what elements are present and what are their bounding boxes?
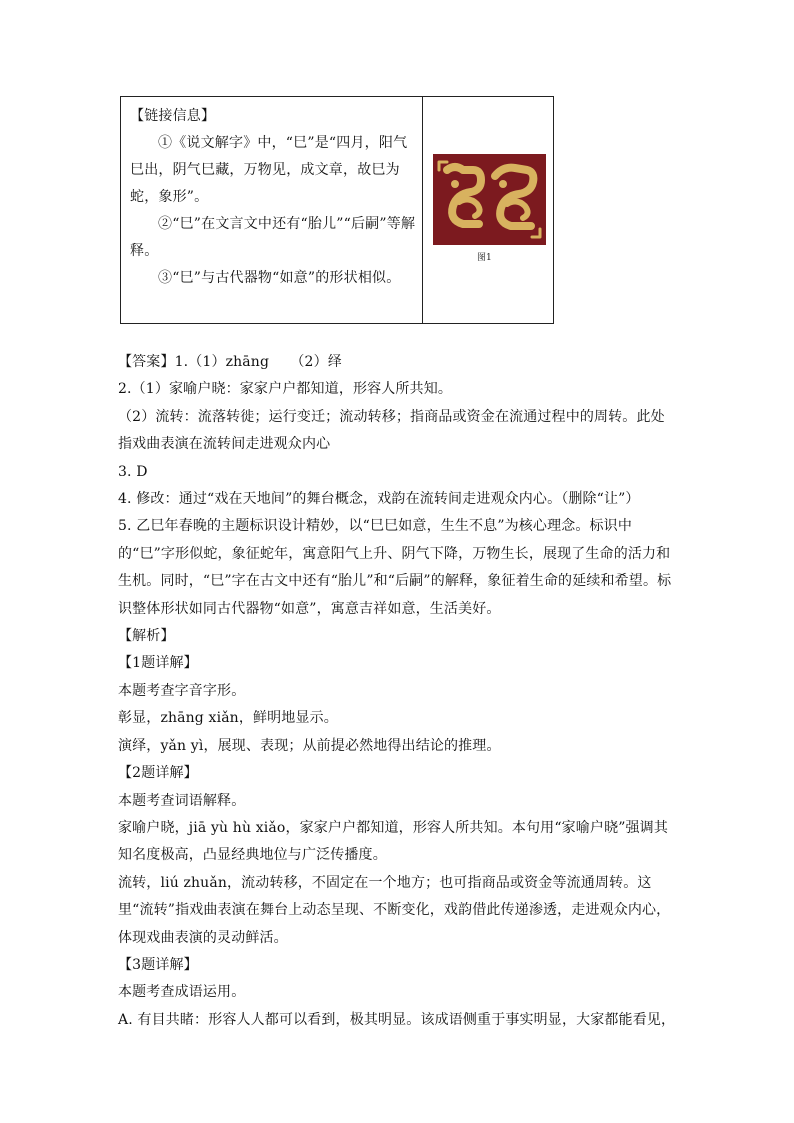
q2-line-3: 流转，liú zhuǎn，流动转移，不固定在一个地方；也可指商品或资金等流通周转。这里“流转”指戏曲表演在舞台上动态呈现、不断变化，戏韵借此传递渗透，走进观众内心，体现戏曲表演的灵动鲜活。	[118, 874, 671, 946]
q1-line-2: 彰显，zhāng xiǎn，鲜明地显示。	[118, 710, 338, 727]
link-info-item-2: ②“巳”在文言文中还有“胎儿”“后嗣”等解释。	[130, 216, 416, 259]
q1-line-3: 演绎，yǎn yì，展现、表现；从前提必然地得出结论的推理。	[118, 737, 501, 754]
answer-line-4: 3. D	[118, 463, 148, 480]
answer-line-1: 【答案】1.（1）zhāng （2）绎	[118, 354, 342, 370]
q2-header: 【2题详解】	[118, 765, 198, 782]
figure-caption: 图1	[477, 253, 492, 263]
answer-analysis-content	[118, 349, 678, 1034]
table-divider	[422, 97, 423, 323]
ruyi-emblem-icon	[433, 154, 546, 245]
q1-line-1: 本题考查字音字形。	[118, 682, 246, 699]
q3-line-2: A. 有目共睹：形容人人都可以看到，极其明显。该成语侧重于事实明显，大家都能看见，	[118, 1011, 676, 1028]
link-info-text	[130, 103, 416, 292]
answer-line-2: 2.（1）家喻户晓：家家户户都知道，形容人所共知。	[118, 381, 453, 398]
answer-line-5: 4. 修改：通过“戏在天地间”的舞台概念，戏韵在流转间走进观众内心。（删除“让”）	[118, 491, 640, 508]
analysis-header: 【解析】	[118, 628, 175, 645]
link-info-item-1: ①《说文解字》中，“巳”是“四月，阳气巳出，阴气巳藏，万物见，成文章，故巳为蛇，象形”。	[130, 135, 408, 205]
q2-line-1: 本题考查词语解释。	[118, 792, 246, 809]
link-info-table	[120, 96, 554, 324]
q1-header: 【1题详解】	[118, 655, 198, 672]
answer-line-3: （2）流转：流落转徙；运行变迁；流动转移；指商品或资金在流通过程中的周转。此处指戏曲表演在流转间走进观众内心	[118, 408, 665, 453]
q2-line-2: 家喻户晓，jiā yù hù xiǎo，家家户户都知道，形容人所共知。本句用“家喻户晓”强调其知名度极高，凸显经典地位与广泛传播度。	[118, 819, 668, 864]
si-ruyi-logo-image	[433, 154, 546, 245]
answer-line-6: 5. 乙巳年春晚的主题标识设计精妙，以“巳巳如意，生生不息”为核心理念。标识中的“巳”字形似蛇，象征蛇年，寓意阳气上升、阴气下降，万物生长，展现了生命的活力和生机。同时，“巳”字在古文中还有“胎儿”和“后嗣”的解释，象征着生命的延续和希望。标识整体形状如同古代器物“如意”，寓意吉祥如意，生活美好。	[118, 518, 672, 617]
q3-header: 【3题详解】	[118, 956, 198, 973]
link-info-header: 【链接信息】	[130, 108, 216, 124]
q3-line-1: 本题考查成语运用。	[118, 984, 246, 1001]
link-info-item-3: ③“巳”与古代器物“如意”的形状相似。	[158, 270, 401, 286]
